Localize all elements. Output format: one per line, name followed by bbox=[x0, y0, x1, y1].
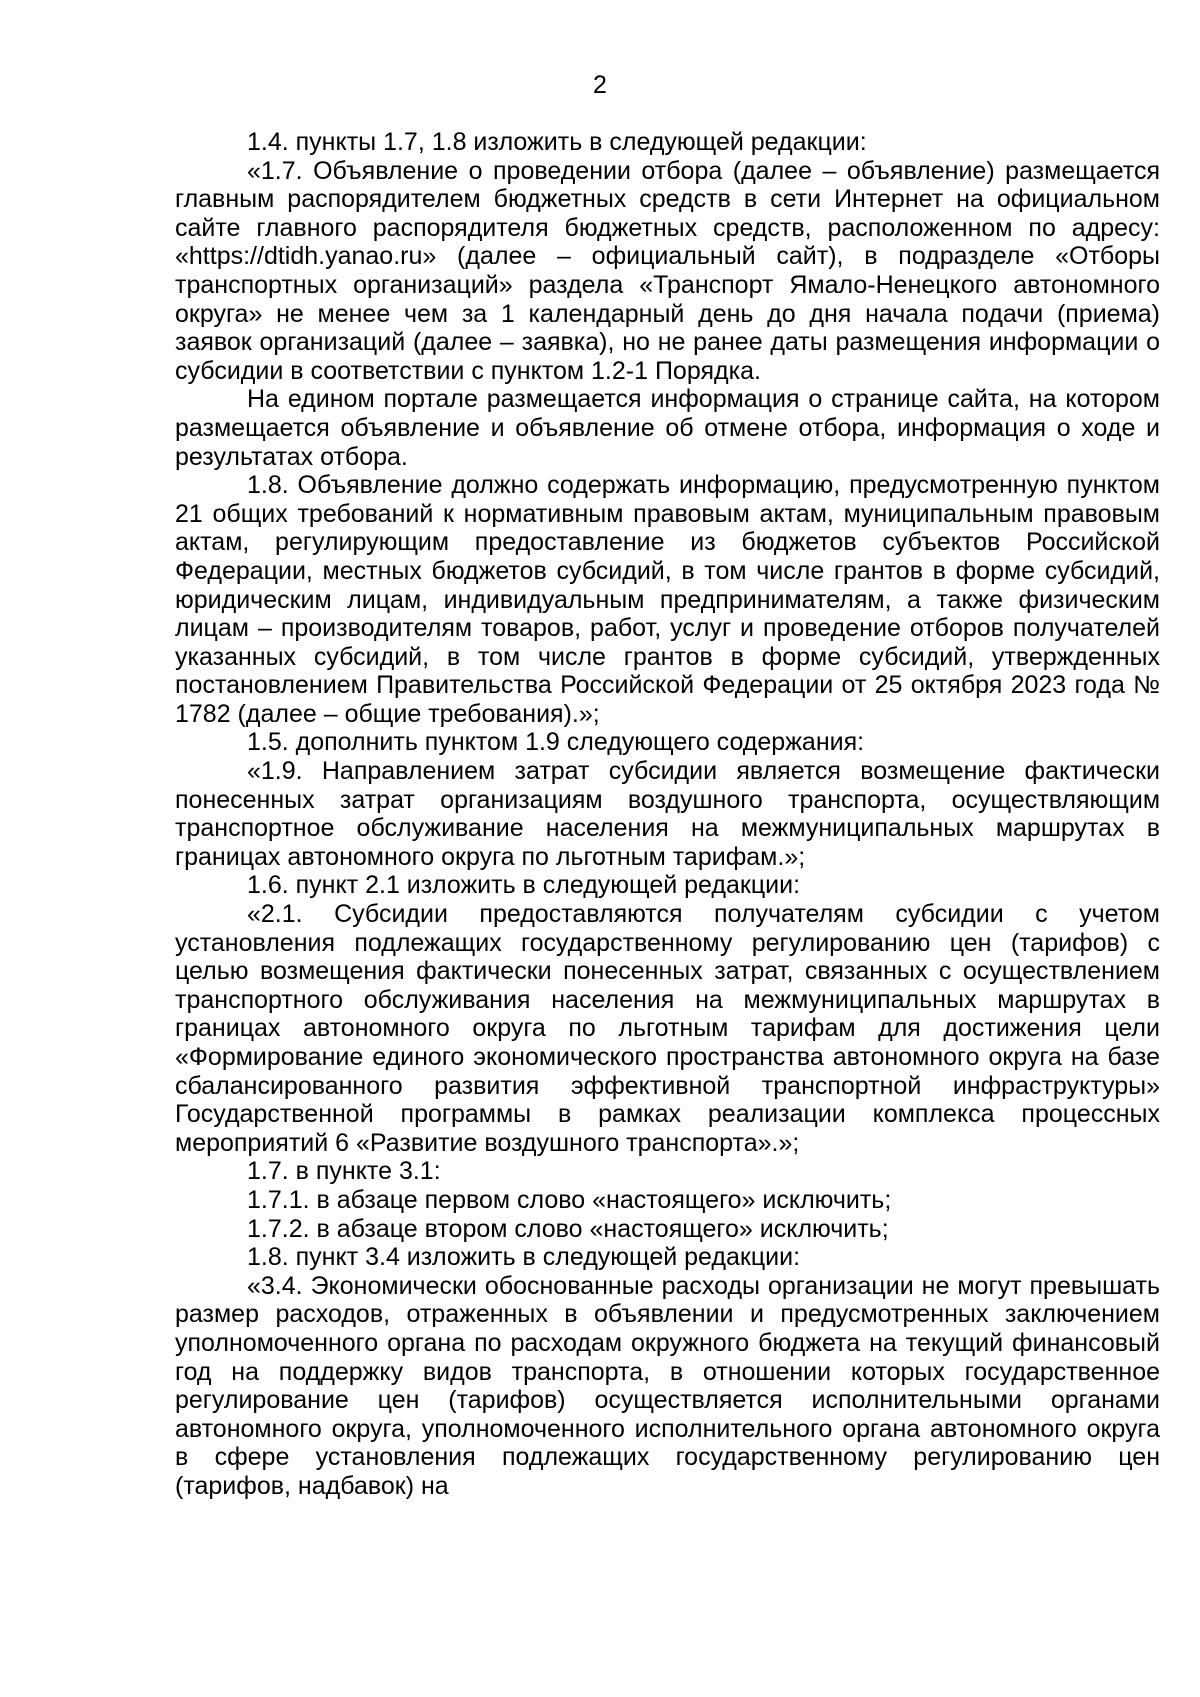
paragraph-1-5: 1.5. дополнить пунктом 1.9 следующего содержания: bbox=[247, 728, 865, 757]
paragraph-1-4: 1.4. пункты 1.7, 1.8 изложить в следующей редакции: bbox=[247, 128, 867, 156]
paragraph-1-7-2: 1.7.2. в абзаце втором слово «настоящего» исключить; bbox=[247, 1214, 889, 1243]
document-body bbox=[175, 128, 1160, 1501]
paragraph-1-7-quote: «1.7. Объявление о проведении отбора (далее – объявление) размещается главным распорядителем бюджетных средств в сети Интернет на официальном сайте главного распорядителя бюджетных средств, расположенном по адресу: «https://dtidh.yanao.ru» (далее – официальный сайт), в подразделе «Отборы транспортных организаций» раздела «Транспорт Ямало-Ненецкого автономного округа» не менее чем за 1 календарный день до дня начала подачи (приема) заявок организаций (далее – заявка), но не ранее даты размещения информации о субсидии в соответствии с пунктом 1.2-1 Порядка. bbox=[175, 156, 1160, 385]
paragraph-1-9-quote: «1.9. Направлением затрат субсидии является возмещение фактически понесенных затрат организациям воздушного транспорта, осуществляющим транспортное обслуживание населения на межмуниципальных маршрутах в границах автономного округа по льготным тарифам.»; bbox=[175, 757, 1160, 871]
paragraph-2-1-quote: «2.1. Субсидии предоставляются получателям субсидии с учетом установления подлежащих государственному регулированию цен (тарифов) с целью возмещения фактически понесенных затрат, связанных с осуществлением транспортного обслуживания населения на межмуниципальных маршрутах в границах автономного округа по льготным тарифам для достижения цели «Формирование единого экономического пространства автономного округа на базе сбалансированного развития эффективной транспортной инфраструктуры» Государственной программы в рамках реализации комплекса процессных мероприятий 6 «Развитие воздушного транспорта».»; bbox=[175, 900, 1160, 1157]
paragraph-1-6: 1.6. пункт 2.1 изложить в следующей редакции: bbox=[247, 871, 801, 900]
page-number: 2 bbox=[593, 71, 607, 99]
paragraph-1-8: 1.8. пункт 3.4 изложить в следующей редакции: bbox=[247, 1243, 801, 1272]
paragraph-single-portal: На едином портале размещается информация о странице сайта, на котором размещается объявление и объявление об отмене отбора, информация о ходе и результатах отбора. bbox=[175, 385, 1160, 471]
paragraph-1-8-quote: 1.8. Объявление должно содержать информацию, предусмотренную пунктом 21 общих требований к нормативным правовым актам, муниципальным правовым актам, регулирующим предоставление из бюджетов субъектов Российской Федерации, местных бюджетов субсидий, в том числе грантов в форме субсидий, юридическим лицам, индивидуальным предпринимателям, а также физическим лицам – производителям товаров, работ, услуг и проведение отборов получателей указанных субсидий, в том числе грантов в форме субсидий, утвержденных постановлением Правительства Российской Федерации от 25 октября 2023 года № 1782 (далее – общие требования).»; bbox=[175, 471, 1160, 728]
paragraph-1-7: 1.7. в пункте 3.1: bbox=[247, 1157, 441, 1186]
paragraph-3-4-quote: «3.4. Экономически обоснованные расходы организации не могут превышать размер расходов, отраженных в объявлении и предусмотренных заключением уполномоченного органа по расходам окружного бюджета на текущий финансовый год на поддержку видов транспорта, в отношении которых государственное регулирование цен (тарифов) осуществляется исполнительными органами автономного округа, уполномоченного исполнительного органа автономного округа в сфере установления подлежащих государственному регулированию цен (тарифов, надбавок) на bbox=[175, 1271, 1160, 1500]
paragraph-1-7-1: 1.7.1. в абзаце первом слово «настоящего» исключить; bbox=[247, 1185, 892, 1214]
